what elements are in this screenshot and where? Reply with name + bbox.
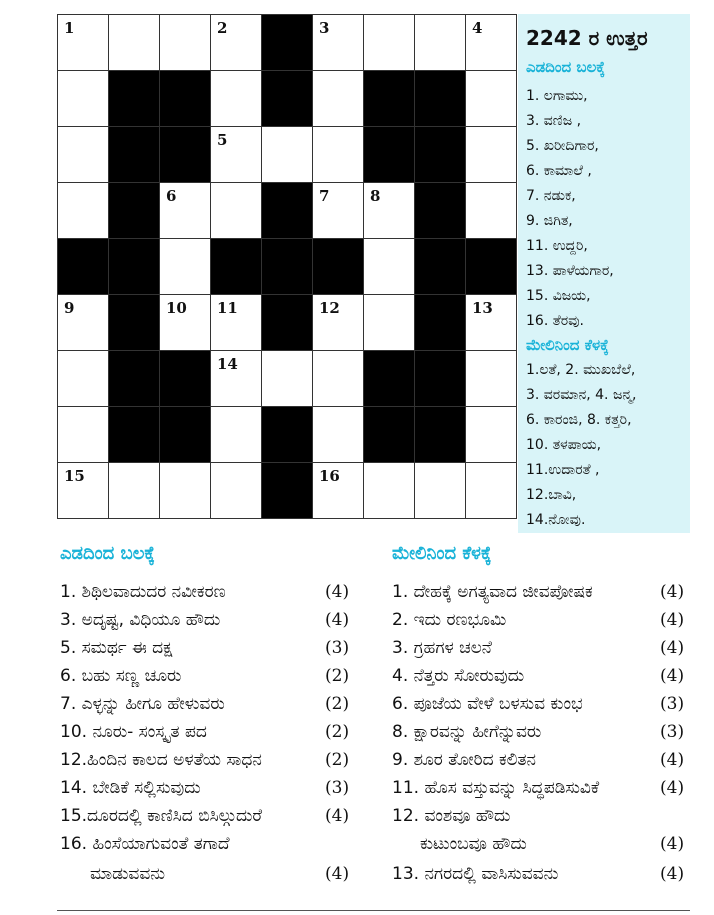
grid-cell[interactable] <box>262 127 313 183</box>
clue-length: (4) <box>325 582 350 602</box>
down-clue: 12. ವಂಶವೂ ಹೌದು <box>392 806 511 826</box>
down-clue: 6. ಪೂಜೆಯ ವೇಳೆ ಬಳಸುವ ಕುಂಭ <box>392 694 583 714</box>
grid-row <box>58 183 517 239</box>
grid-cell-black <box>262 183 313 239</box>
across-clue: 6. ಬಹು ಸಣ್ಣ ಚೂರು <box>60 666 182 686</box>
clue-length: (4) <box>660 750 685 770</box>
clue-length: (4) <box>660 638 685 658</box>
answer-across-item: 13. ಪಾಳೆಯಗಾರ, <box>526 263 614 279</box>
grid-row <box>58 127 517 183</box>
grid-cell[interactable] <box>211 15 262 71</box>
grid-cell[interactable] <box>160 295 211 351</box>
grid-cell[interactable] <box>313 463 364 519</box>
across-clue: 15.ದೂರದಲ್ಲಿ ಕಾಣಿಸಿದ ಬಿಸಿಲ್ಗುದುರೆ <box>60 806 263 826</box>
clue-length: (3) <box>325 778 350 798</box>
clue-number: 5 <box>217 131 228 149</box>
clue-number: 15 <box>64 467 85 485</box>
grid-cell[interactable] <box>160 15 211 71</box>
grid-cell[interactable] <box>262 351 313 407</box>
grid-cell[interactable] <box>211 127 262 183</box>
grid-cell[interactable] <box>466 71 517 127</box>
grid-cell[interactable] <box>364 239 415 295</box>
grid-cell-black <box>160 351 211 407</box>
grid-cell[interactable] <box>313 295 364 351</box>
grid-cell[interactable] <box>58 71 109 127</box>
clue-length: (4) <box>660 582 685 602</box>
grid-cell-black <box>466 239 517 295</box>
answer-across-item: 7. ನಡುಕ, <box>526 188 576 204</box>
down-clue: 9. ಶೂರ ತೋರಿದ ಕಲಿತನ <box>392 750 536 770</box>
down-clue: 4. ನೆತ್ತರು ಸೋರುವುದು <box>392 666 525 686</box>
clue-length: (4) <box>660 778 685 798</box>
grid-cell[interactable] <box>364 15 415 71</box>
grid-cell-black <box>109 183 160 239</box>
grid-cell[interactable] <box>58 295 109 351</box>
grid-cell-black <box>262 463 313 519</box>
clue-number: 13 <box>472 299 493 317</box>
grid-cell-black <box>313 239 364 295</box>
grid-cell[interactable] <box>211 351 262 407</box>
grid-cell[interactable] <box>58 15 109 71</box>
clue-length: (3) <box>325 638 350 658</box>
grid-cell[interactable] <box>313 351 364 407</box>
grid-cell-black <box>364 351 415 407</box>
across-clue: 7. ಎಳ್ಳನ್ನು ಹೀಗೂ ಹೇಳುವರು <box>60 694 225 714</box>
grid-cell-black <box>415 239 466 295</box>
answers-down-heading: ಮೇಲಿನಿಂದ ಕೆಳಕ್ಕೆ <box>526 336 609 354</box>
answer-down-item: 3. ವರಮಾನ, 4. ಜನ್ಮ, <box>526 387 637 403</box>
grid-cell[interactable] <box>466 351 517 407</box>
grid-cell-black <box>364 127 415 183</box>
across-clue: 10. ನೂರು- ಸಂಸ್ಕೃತ ಪದ <box>60 722 207 742</box>
grid-cell[interactable] <box>58 463 109 519</box>
across-clue: 3. ಅದೃಷ್ಟ, ವಿಧಿಯೂ ಹೌದು <box>60 610 221 630</box>
clue-number: 1 <box>64 19 75 37</box>
grid-cell-black <box>415 351 466 407</box>
grid-cell[interactable] <box>211 183 262 239</box>
grid-cell-black <box>109 295 160 351</box>
clue-number: 14 <box>217 355 238 373</box>
grid-cell-black <box>364 407 415 463</box>
clue-number: 7 <box>319 187 330 205</box>
grid-cell-black <box>109 239 160 295</box>
grid-cell-black <box>262 239 313 295</box>
grid-cell[interactable] <box>313 71 364 127</box>
grid-cell[interactable] <box>364 183 415 239</box>
grid-cell-black <box>415 295 466 351</box>
clue-number: 16 <box>319 467 340 485</box>
grid-cell[interactable] <box>313 183 364 239</box>
across-clue: 16. ಹಿಂಸೆಯಾಗುವಂತೆ ತಗಾದೆ <box>60 834 230 854</box>
down-clues-heading: ಮೇಲಿನಿಂದ ಕೆಳಕ್ಕೆ <box>392 543 492 564</box>
clue-number: 10 <box>166 299 187 317</box>
grid-cell[interactable] <box>211 407 262 463</box>
grid-cell[interactable] <box>160 239 211 295</box>
grid-cell[interactable] <box>364 463 415 519</box>
grid-cell[interactable] <box>415 463 466 519</box>
down-clue: 13. ನಗರದಲ್ಲಿ ವಾಸಿಸುವವನು <box>392 864 559 884</box>
grid-cell[interactable] <box>466 407 517 463</box>
grid-cell[interactable] <box>211 463 262 519</box>
grid-row <box>58 239 517 295</box>
grid-cell[interactable] <box>211 71 262 127</box>
grid-cell-black <box>262 15 313 71</box>
grid-cell-black <box>109 407 160 463</box>
previous-answers-panel <box>518 14 690 533</box>
down-clue-continuation: ಕುಟುಂಬವೂ ಹೌದು <box>420 834 527 854</box>
clue-length: (2) <box>325 666 350 686</box>
answer-across-item: 15. ವಿಜಯ, <box>526 288 591 304</box>
grid-cell-black <box>58 239 109 295</box>
grid-cell[interactable] <box>466 127 517 183</box>
answer-across-item: 16. ತೆರವು. <box>526 313 584 329</box>
crossword-grid <box>57 14 517 519</box>
bottom-divider <box>57 910 690 911</box>
answer-across-item: 1. ಲಗಾಮು, <box>526 88 588 104</box>
clue-number: 12 <box>319 299 340 317</box>
grid-cell[interactable] <box>364 295 415 351</box>
clue-length: (2) <box>325 722 350 742</box>
grid-cell[interactable] <box>466 15 517 71</box>
answers-across-heading: ಎಡದಿಂದ ಬಲಕ್ಕೆ <box>526 58 606 76</box>
answer-down-item: 6. ಕಾರಂಜಿ, 8. ಕತ್ತರಿ, <box>526 412 632 428</box>
answer-across-item: 5. ಖರೀದಿಗಾರ, <box>526 138 599 154</box>
answer-across-item: 3. ವಣಿಜ , <box>526 113 582 129</box>
answers-title: 2242 ರ ಉತ್ತರ <box>526 26 648 50</box>
grid-cell[interactable] <box>109 463 160 519</box>
across-clue: 1. ಶಿಥಿಲವಾದುದರ ನವೀಕರಣ <box>60 582 226 602</box>
across-clues-heading: ಎಡದಿಂದ ಬಲಕ್ಕೆ <box>60 543 155 564</box>
grid-cell[interactable] <box>58 127 109 183</box>
grid-row <box>58 71 517 127</box>
grid-cell[interactable] <box>211 295 262 351</box>
grid-cell-black <box>109 127 160 183</box>
clue-length: (4) <box>325 806 350 826</box>
grid-cell[interactable] <box>313 15 364 71</box>
grid-cell-black <box>109 351 160 407</box>
answer-down-item: 10. ತಳಪಾಯ, <box>526 437 602 453</box>
grid-cell-black <box>415 127 466 183</box>
across-clue: 12.ಹಿಂದಿನ ಕಾಲದ ಅಳತೆಯ ಸಾಧನ <box>60 750 262 770</box>
grid-cell-black <box>211 239 262 295</box>
clue-length: (4) <box>660 666 685 686</box>
clue-number: 9 <box>64 299 75 317</box>
grid-cell[interactable] <box>58 407 109 463</box>
grid-cell-black <box>262 71 313 127</box>
grid-cell-black <box>415 407 466 463</box>
grid-cell[interactable] <box>466 463 517 519</box>
clue-length: (3) <box>660 694 685 714</box>
clue-number: 11 <box>217 299 238 317</box>
clue-length: (4) <box>660 864 685 884</box>
grid-cell-black <box>160 71 211 127</box>
answer-across-item: 9. ಜಿಗಿತ, <box>526 213 573 229</box>
answer-across-item: 11. ಉದ್ದರಿ, <box>526 238 588 254</box>
answer-down-item: 12.ಬಾವಿ, <box>526 487 577 503</box>
across-clue: 5. ಸಮರ್ಥ ಈ ದಕ್ಷ <box>60 638 173 658</box>
grid-cell[interactable] <box>313 127 364 183</box>
grid-cell[interactable] <box>313 407 364 463</box>
answer-across-item: 6. ಕಾಮಾಲೆ , <box>526 163 592 179</box>
grid-cell[interactable] <box>109 15 160 71</box>
grid-row <box>58 407 517 463</box>
grid-cell-black <box>160 127 211 183</box>
clue-number: 8 <box>370 187 381 205</box>
grid-row <box>58 295 517 351</box>
grid-cell-black <box>262 407 313 463</box>
grid-cell-black <box>415 183 466 239</box>
grid-row <box>58 15 517 71</box>
grid-cell-black <box>160 407 211 463</box>
grid-cell-black <box>109 71 160 127</box>
grid-cell-black <box>415 71 466 127</box>
clue-number: 4 <box>472 19 483 37</box>
grid-cell[interactable] <box>160 463 211 519</box>
answer-down-item: 11.ಉದಾರತೆ , <box>526 462 600 478</box>
down-clue: 8. ಕ್ಷಾರವನ್ನು ಹೀಗೆನ್ನುವರು <box>392 722 542 742</box>
down-clue: 2. ಇದು ರಣಭೂಮಿ <box>392 610 507 630</box>
clue-length: (4) <box>660 834 685 854</box>
grid-cell-black <box>364 71 415 127</box>
grid-cell[interactable] <box>415 15 466 71</box>
grid-cell[interactable] <box>58 351 109 407</box>
clue-length: (2) <box>325 750 350 770</box>
clue-length: (3) <box>660 722 685 742</box>
grid-cell[interactable] <box>160 183 211 239</box>
answer-down-item: 1.ಲತೆ, 2. ಮುಖಬೆಲೆ, <box>526 362 636 378</box>
clue-length: (4) <box>325 610 350 630</box>
grid-cell-black <box>262 295 313 351</box>
down-clue: 1. ದೇಹಕ್ಕೆ ಅಗತ್ಯವಾದ ಜೀವಪೋಷಕ <box>392 582 593 602</box>
grid-cell[interactable] <box>58 183 109 239</box>
clue-number: 2 <box>217 19 228 37</box>
grid-row <box>58 463 517 519</box>
across-clue: 14. ಬೇಡಿಕೆ ಸಲ್ಲಿಸುವುದು <box>60 778 201 798</box>
clue-length: (4) <box>660 610 685 630</box>
grid-cell[interactable] <box>466 183 517 239</box>
down-clue: 3. ಗ್ರಹಗಳ ಚಲನೆ <box>392 638 492 658</box>
clue-length: (4) <box>325 864 350 884</box>
clue-number: 6 <box>166 187 177 205</box>
clue-number: 3 <box>319 19 330 37</box>
grid-cell[interactable] <box>466 295 517 351</box>
answer-down-item: 14.ನೋವು. <box>526 512 586 528</box>
clue-length: (2) <box>325 694 350 714</box>
down-clue: 11. ಹೊಸ ವಸ್ತುವನ್ನು ಸಿದ್ಧಪಡಿಸುವಿಕೆ <box>392 778 600 798</box>
across-clue-continuation: ಮಾಡುವವನು <box>90 864 166 884</box>
grid-row <box>58 351 517 407</box>
